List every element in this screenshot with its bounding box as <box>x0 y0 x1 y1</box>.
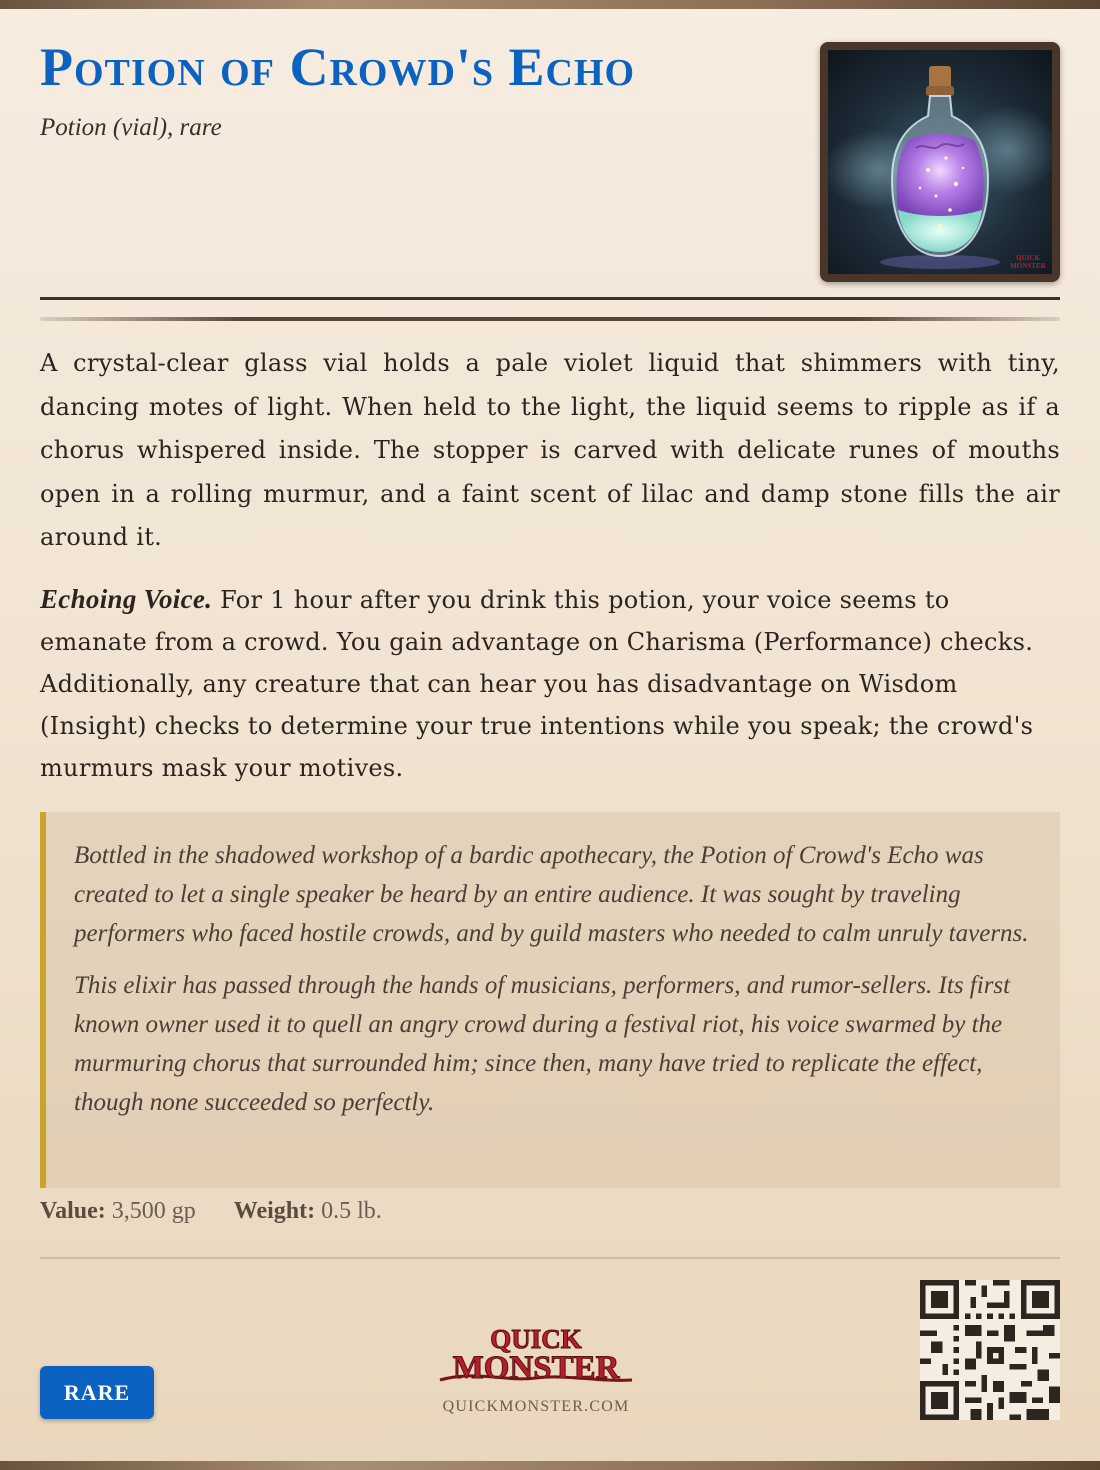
ability-block <box>40 578 1060 789</box>
item-type-line: Potion (vial), rare <box>40 114 222 141</box>
svg-text:MONSTER: MONSTER <box>1010 262 1046 270</box>
potion-vial-icon <box>828 50 1052 274</box>
header-divider-ornament <box>40 317 1060 321</box>
value-amount: 3,500 gp <box>111 1198 196 1224</box>
rarity-badge-button[interactable]: RARE <box>40 1366 154 1419</box>
top-border <box>0 0 1100 9</box>
header-divider <box>40 297 1060 300</box>
weight-label: Weight: <box>233 1198 316 1224</box>
item-stats <box>40 1198 382 1225</box>
image-watermark: QUICK <box>1016 254 1040 262</box>
ability-text: For 1 hour after you drink this potion, your voice seems to emanate from a crowd. You gain advantage on Charisma (Performance) checks. Additionally, any creature that can hear you has disadvantage on Wisdom (Insight) checks to determine your true intentions while you speak; the crowd's murmurs mask your motives. <box>40 586 1034 782</box>
footer-divider <box>40 1257 1060 1259</box>
item-description: A crystal-clear glass vial holds a pale violet liquid that shimmers with tiny, dancing motes of light. When held to the light, the liquid seems to ripple as if a chorus whispered inside. The stopper is carved with delicate runes of mouths open in a rolling murmur, and a faint scent of lilac and damp stone fills the air around it. <box>40 349 1060 551</box>
lore-paragraph: This elixir has passed through the hands of musicians, performers, and rumor-sellers. Its first known owner used it to quell an angry crowd during a festival riot, his voice swarmed by the murmuring chorus that surrounded him; since then, many have tried to replicate the effect, though none succeeded so perfectly. <box>74 972 1011 1116</box>
bottom-border <box>0 1461 1100 1470</box>
weight-amount: 0.5 lb. <box>321 1198 382 1224</box>
logo-line-monster: MONSTER <box>452 1350 620 1386</box>
lore-quote <box>40 812 1060 1188</box>
ability-name: Echoing Voice. <box>40 584 213 614</box>
quick-monster-logo[interactable] <box>436 1322 636 1392</box>
potion-image <box>820 42 1060 282</box>
qr-code-icon[interactable] <box>920 1280 1060 1420</box>
lore-paragraph: Bottled in the shadowed workshop of a bardic apothecary, the Potion of Crowd's Echo was created to let a single speaker be heard by an entire audience. It was sought by traveling performers who faced hostile crowds, and by guild masters who needed to calm unruly taverns. <box>74 842 1029 947</box>
website-link[interactable]: QUICKMONSTER.COM <box>442 1398 630 1415</box>
item-title: Potion of Crowd's Echo <box>40 37 636 97</box>
logo-line-quick: QUICK <box>490 1324 582 1354</box>
value-label: Value: <box>40 1198 106 1224</box>
